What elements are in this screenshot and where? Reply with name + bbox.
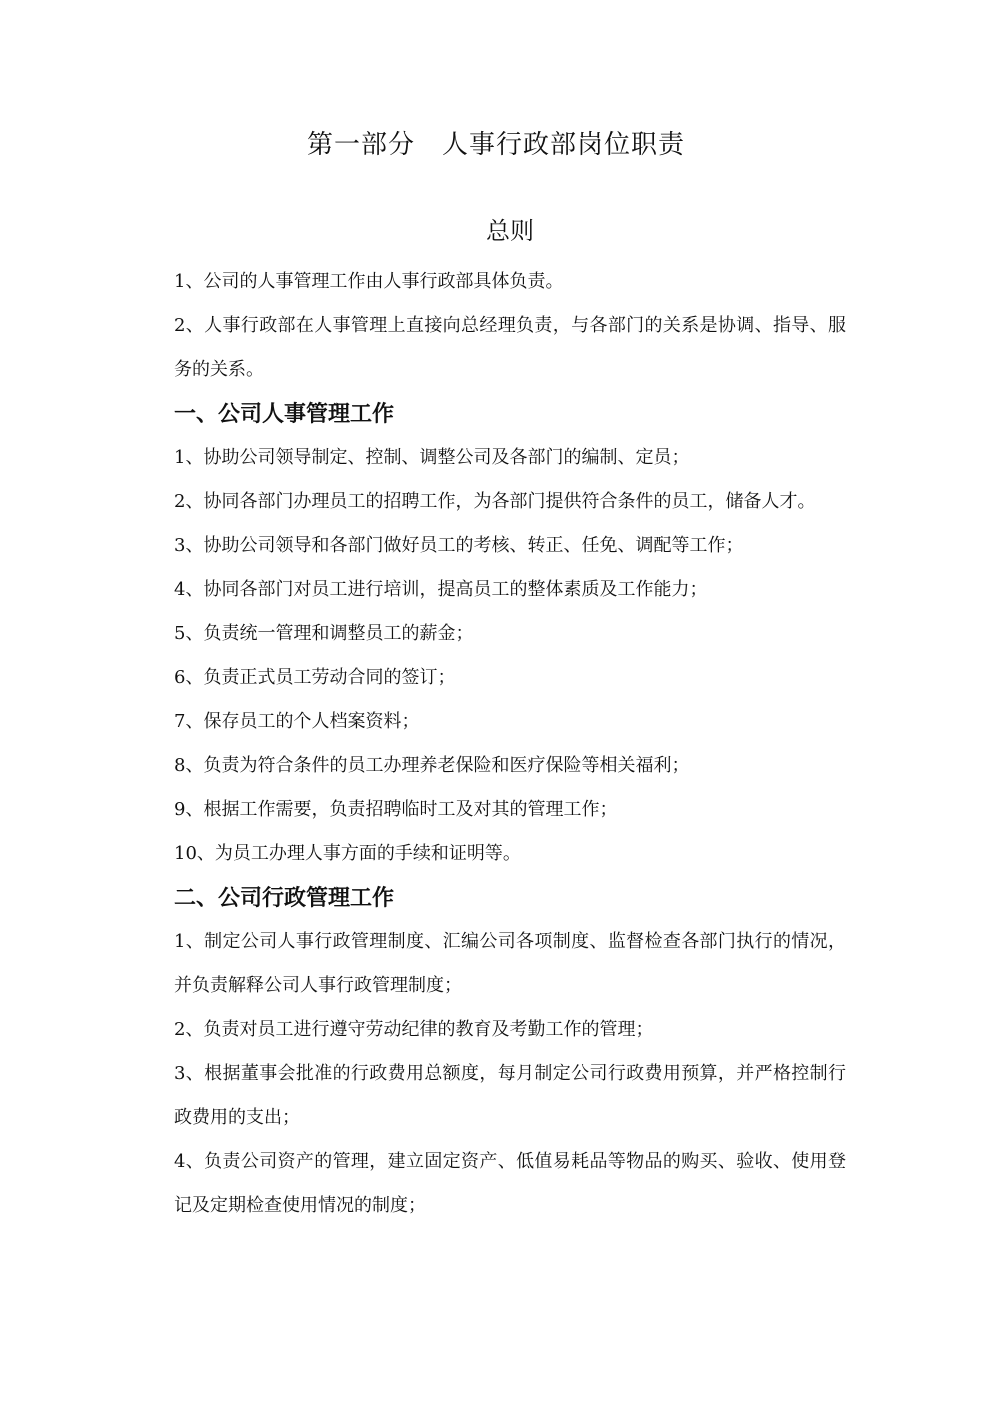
- general-heading: 总则: [486, 217, 534, 245]
- page-title: 第一部分 人事行政部岗位职责: [306, 130, 685, 160]
- section-item: 2、协同各部门办理员工的招聘工作，为各部门提供符合条件的员工，储备人才。: [174, 491, 816, 512]
- section-item: 1、协助公司领导制定、控制、调整公司及各部门的编制、定员；: [174, 447, 690, 468]
- section-heading-personnel: 一、公司人事管理工作: [174, 401, 395, 427]
- document-body: [174, 260, 846, 1228]
- section-item: 8、负责为符合条件的员工办理养老保险和医疗保险等相关福利；: [174, 755, 690, 776]
- section-item: 9、根据工作需要，负责招聘临时工及对其的管理工作；: [174, 799, 618, 820]
- section-item: 5、负责统一管理和调整员工的薪金；: [174, 623, 474, 644]
- section-item: 4、负责公司资产的管理，建立固定资产、低值易耗品等物品的购买、验收、使用登记及定期检查使用情况的制度；: [174, 1151, 846, 1216]
- section-item: 1、制定公司人事行政管理制度、汇编公司各项制度、监督检查各部门执行的情况，并负责解释公司人事行政管理制度；: [174, 931, 846, 996]
- section-item: 7、保存员工的个人档案资料；: [174, 711, 420, 732]
- section-item: 3、协助公司领导和各部门做好员工的考核、转正、任免、调配等工作；: [174, 535, 744, 556]
- section-heading-administration: 二、公司行政管理工作: [174, 885, 395, 911]
- general-item: 1、公司的人事管理工作由人事行政部具体负责。: [174, 271, 564, 292]
- section-item: 2、负责对员工进行遵守劳动纪律的教育及考勤工作的管理；: [174, 1019, 654, 1040]
- general-item: 2、人事行政部在人事管理上直接向总经理负责，与各部门的关系是协调、指导、服务的关系。: [174, 315, 846, 380]
- section-item: 6、负责正式员工劳动合同的签订；: [174, 667, 456, 688]
- section-item: 4、协同各部门对员工进行培训，提高员工的整体素质及工作能力；: [174, 579, 708, 600]
- section-item: 3、根据董事会批准的行政费用总额度，每月制定公司行政费用预算，并严格控制行政费用的支出；: [174, 1063, 846, 1128]
- section-item: 10、为员工办理人事方面的手续和证明等。: [174, 843, 521, 864]
